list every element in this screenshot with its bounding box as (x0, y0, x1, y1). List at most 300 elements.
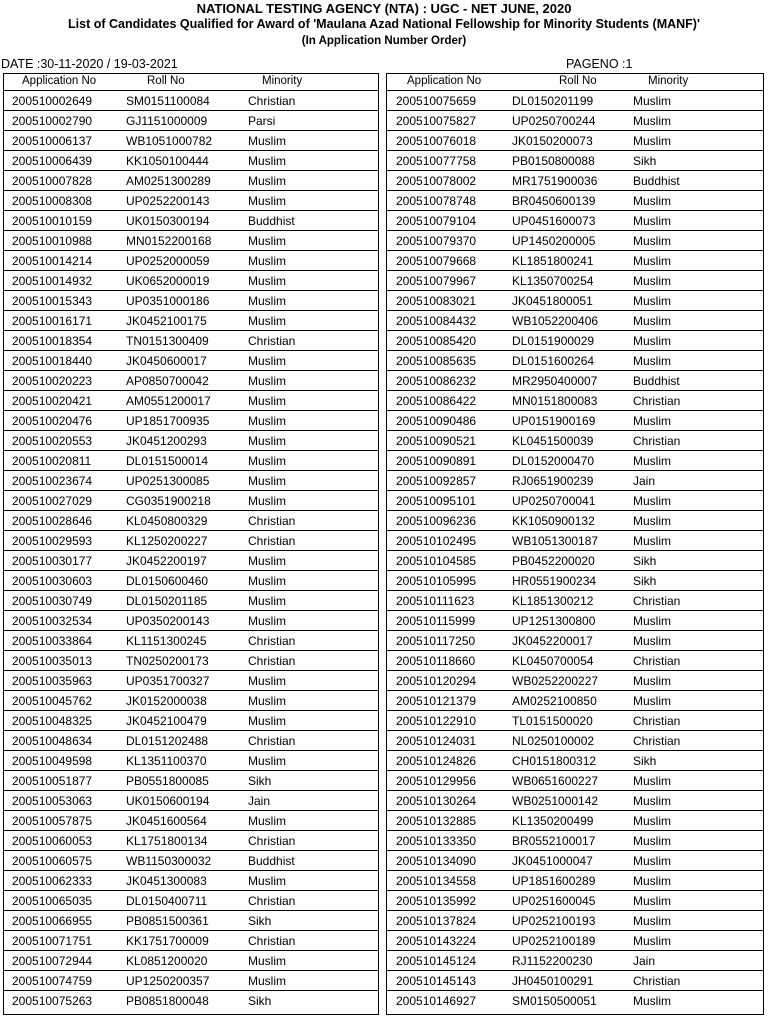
roll-no-cell: DL0150201185 (126, 594, 208, 608)
application-no-cell: 200510051877 (12, 774, 93, 788)
minority-cell: Muslim (633, 314, 671, 328)
application-no-cell: 200510030603 (12, 574, 93, 588)
roll-no-cell: JK0150200073 (512, 134, 593, 148)
minority-cell: Christian (248, 934, 296, 948)
roll-no-cell: JK0452200197 (126, 554, 207, 568)
application-no-cell: 200510137824 (396, 914, 477, 928)
roll-no-cell: UP0252100189 (512, 934, 596, 948)
application-no-cell: 200510035963 (12, 674, 93, 688)
application-no-cell: 200510076018 (396, 134, 477, 148)
table-row (4, 271, 378, 291)
roll-no-cell: UP0251600045 (512, 894, 596, 908)
minority-cell: Sikh (633, 554, 657, 568)
table-row (4, 951, 378, 971)
minority-cell: Muslim (633, 114, 671, 128)
application-no-cell: 200510090486 (396, 414, 477, 428)
roll-no-cell: KL0450700054 (512, 654, 594, 668)
application-no-cell: 200510033864 (12, 634, 93, 648)
minority-cell: Buddhist (248, 854, 295, 868)
application-no-cell: 200510079668 (396, 254, 477, 268)
roll-no-cell: WB1052200406 (512, 314, 599, 328)
roll-no-cell: WB0651600227 (512, 774, 599, 788)
table-row (387, 991, 763, 1011)
minority-cell: Christian (248, 654, 296, 668)
minority-cell: Christian (248, 834, 296, 848)
table-row (387, 811, 763, 831)
table-row (4, 251, 378, 271)
table-row (387, 431, 763, 451)
application-no-cell: 200510124031 (396, 734, 477, 748)
application-no-cell: 200510083021 (396, 294, 477, 308)
table-row (4, 91, 378, 111)
minority-cell: Muslim (248, 974, 286, 988)
minority-cell: Muslim (633, 234, 671, 248)
application-no-cell: 200510134558 (396, 874, 477, 888)
table-row (387, 611, 763, 631)
roll-no-cell: UP0451600073 (512, 214, 596, 228)
minority-cell: Muslim (633, 694, 671, 708)
application-no-cell: 200510074759 (12, 974, 93, 988)
minority-cell: Muslim (248, 274, 286, 288)
roll-no-cell: KL1350200499 (512, 814, 594, 828)
col-minority: Minority (262, 75, 303, 87)
roll-no-cell: TN0151300409 (126, 334, 209, 348)
roll-no-cell: KL1351100370 (126, 754, 207, 768)
table-row (4, 451, 378, 471)
minority-cell: Muslim (633, 774, 671, 788)
roll-no-cell: KL0450800329 (126, 514, 208, 528)
table-row (4, 691, 378, 711)
application-no-cell: 200510085635 (396, 354, 477, 368)
application-no-cell: 200510027029 (12, 494, 93, 508)
minority-cell: Parsi (248, 114, 276, 128)
roll-no-cell: JK0451300083 (126, 874, 207, 888)
minority-cell: Muslim (248, 714, 286, 728)
application-no-cell: 200510102495 (396, 534, 477, 548)
table-row (387, 691, 763, 711)
table-row (4, 791, 378, 811)
table-row (387, 871, 763, 891)
minority-cell: Muslim (248, 394, 286, 408)
roll-no-cell: UP1450200005 (512, 234, 596, 248)
table-row (387, 331, 763, 351)
table-row (387, 491, 763, 511)
roll-no-cell: WB1150300032 (126, 854, 212, 868)
application-no-cell: 200510124826 (396, 754, 477, 768)
page-title: NATIONAL TESTING AGENCY (NTA) : UGC - NET JUNE, 2020 (196, 1, 572, 16)
table-row (4, 531, 378, 551)
minority-cell: Christian (633, 974, 681, 988)
table-row (4, 491, 378, 511)
roll-no-cell: UP1251300800 (512, 614, 596, 628)
minority-cell: Muslim (248, 554, 286, 568)
table-row (387, 751, 763, 771)
col-application-no: Application No (22, 75, 97, 87)
minority-cell: Sikh (633, 574, 657, 588)
minority-cell: Muslim (248, 454, 286, 468)
minority-cell: Christian (248, 334, 296, 348)
minority-cell: Muslim (633, 994, 671, 1008)
minority-cell: Muslim (633, 614, 671, 628)
application-no-cell: 200510035013 (12, 654, 93, 668)
application-no-cell: 200510143224 (396, 934, 477, 948)
roll-no-cell: CG0351900218 (126, 494, 211, 508)
application-no-cell: 200510118660 (396, 654, 476, 668)
minority-cell: Christian (248, 634, 296, 648)
minority-cell: Buddhist (248, 214, 295, 228)
minority-cell: Christian (633, 714, 681, 728)
table-header (387, 74, 763, 91)
roll-no-cell: UP0351700327 (126, 674, 210, 688)
application-no-cell: 200510062333 (12, 874, 93, 888)
application-no-cell: 200510104585 (396, 554, 477, 568)
roll-no-cell: DL0150600460 (126, 574, 209, 588)
roll-no-cell: TN0250200173 (126, 654, 209, 668)
application-no-cell: 200510006137 (12, 134, 93, 148)
roll-no-cell: SM0151100084 (126, 94, 210, 108)
application-no-cell: 200510007828 (12, 174, 93, 188)
application-no-cell: 200510133350 (396, 834, 477, 848)
table-row (4, 971, 378, 991)
table-row (387, 951, 763, 971)
roll-no-cell: KK1050100444 (126, 154, 209, 168)
col-roll-no: Roll No (147, 75, 185, 87)
table-row (387, 891, 763, 911)
application-no-cell: 200510075827 (396, 114, 477, 128)
table-row (387, 931, 763, 951)
minority-cell: Jain (633, 474, 656, 488)
roll-no-cell: KL0451500039 (512, 434, 594, 448)
application-no-cell: 200510029593 (12, 534, 93, 548)
application-no-cell: 200510079370 (396, 234, 477, 248)
minority-cell: Christian (248, 94, 296, 108)
minority-cell: Muslim (248, 234, 286, 248)
application-no-cell: 200510020811 (12, 454, 92, 468)
roll-no-cell: DL0152000470 (512, 454, 595, 468)
roll-no-cell: KL1250200227 (126, 534, 208, 548)
minority-cell: Christian (248, 734, 296, 748)
table-row (387, 571, 763, 591)
application-no-cell: 200510020476 (12, 414, 93, 428)
application-no-cell: 200510002790 (12, 114, 93, 128)
roll-no-cell: BR0450600139 (512, 194, 596, 208)
minority-cell: Muslim (248, 354, 286, 368)
minority-cell: Muslim (248, 594, 286, 608)
roll-no-cell: JH0450100291 (512, 974, 594, 988)
candidates-table-right (386, 73, 764, 1015)
minority-cell: Sikh (248, 774, 272, 788)
roll-no-cell: DL0150400711 (126, 894, 208, 908)
minority-cell: Muslim (633, 274, 671, 288)
table-row (387, 771, 763, 791)
table-row (4, 931, 378, 951)
roll-no-cell: JK0452200017 (512, 634, 593, 648)
roll-no-cell: UP1250200357 (126, 974, 210, 988)
table-row (387, 291, 763, 311)
application-no-cell: 200510121379 (396, 694, 477, 708)
table-row (4, 991, 378, 1011)
table-row (387, 471, 763, 491)
table-row (387, 351, 763, 371)
minority-cell: Muslim (633, 414, 671, 428)
roll-no-cell: PB0150800088 (512, 154, 595, 168)
minority-cell: Muslim (633, 354, 671, 368)
minority-cell: Christian (633, 654, 681, 668)
application-no-cell: 200510053063 (12, 794, 93, 808)
application-no-cell: 200510135992 (396, 894, 477, 908)
application-no-cell: 200510030749 (12, 594, 93, 608)
candidates-table-left (3, 73, 379, 1015)
roll-no-cell: DL0151600264 (512, 354, 595, 368)
application-no-cell: 200510060575 (12, 854, 93, 868)
application-no-cell: 200510016171 (12, 314, 93, 328)
minority-cell: Muslim (633, 454, 671, 468)
table-row (4, 751, 378, 771)
application-no-cell: 200510130264 (396, 794, 477, 808)
table-row (4, 311, 378, 331)
application-no-cell: 200510002649 (12, 94, 93, 108)
roll-no-cell: MR2950400007 (512, 374, 598, 388)
application-no-cell: 200510072944 (12, 954, 93, 968)
application-no-cell: 200510018354 (12, 334, 93, 348)
application-no-cell: 200510010159 (12, 214, 93, 228)
roll-no-cell: KL1151300245 (126, 634, 207, 648)
table-row (4, 191, 378, 211)
application-no-cell: 200510132885 (396, 814, 477, 828)
application-no-cell: 200510078748 (396, 194, 477, 208)
table-row (387, 851, 763, 871)
table-row (387, 91, 763, 111)
minority-cell: Muslim (248, 174, 286, 188)
roll-no-cell: AP0850700042 (126, 374, 209, 388)
minority-cell: Muslim (633, 254, 671, 268)
roll-no-cell: KL1350700254 (512, 274, 594, 288)
table-row (387, 631, 763, 651)
application-no-cell: 200510111623 (396, 594, 475, 608)
minority-cell: Muslim (633, 914, 671, 928)
roll-no-cell: MN0152200168 (126, 234, 212, 248)
minority-cell: Muslim (633, 834, 671, 848)
table-row (387, 311, 763, 331)
table-row (4, 331, 378, 351)
minority-cell: Muslim (633, 294, 671, 308)
application-no-cell: 200510145143 (396, 974, 477, 988)
minority-cell: Christian (633, 434, 681, 448)
table-row (387, 411, 763, 431)
roll-no-cell: GJ1151000009 (126, 114, 208, 128)
table-row (387, 651, 763, 671)
application-no-cell: 200510045762 (12, 694, 93, 708)
roll-no-cell: DL0151202488 (126, 734, 209, 748)
minority-cell: Muslim (248, 474, 286, 488)
table-row (387, 831, 763, 851)
roll-no-cell: UP0250700041 (512, 494, 596, 508)
minority-cell: Muslim (248, 154, 286, 168)
application-no-cell: 200510030177 (12, 554, 93, 568)
table-row (4, 151, 378, 171)
minority-cell: Muslim (248, 574, 286, 588)
table-row (4, 511, 378, 531)
roll-no-cell: UP0252100193 (512, 914, 596, 928)
application-no-cell: 200510049598 (12, 754, 93, 768)
application-no-cell: 200510060053 (12, 834, 93, 848)
minority-cell: Muslim (633, 514, 671, 528)
date-label: DATE :30-11-2020 / 19-03-2021 (1, 57, 178, 71)
roll-no-cell: AM0251300289 (126, 174, 211, 188)
application-no-cell: 200510006439 (12, 154, 93, 168)
roll-no-cell: KL1851300212 (512, 594, 594, 608)
roll-no-cell: UP1851700935 (126, 414, 210, 428)
col-minority: Minority (648, 75, 689, 87)
application-no-cell: 200510032534 (12, 614, 93, 628)
minority-cell: Muslim (633, 814, 671, 828)
application-no-cell: 200510090521 (396, 434, 477, 448)
minority-cell: Muslim (633, 494, 671, 508)
minority-cell: Buddhist (633, 374, 680, 388)
table-row (4, 551, 378, 571)
minority-cell: Muslim (248, 614, 286, 628)
table-row (387, 191, 763, 211)
application-no-cell: 200510014932 (12, 274, 93, 288)
application-no-cell: 200510018440 (12, 354, 93, 368)
minority-cell: Muslim (633, 794, 671, 808)
minority-cell: Muslim (633, 94, 671, 108)
application-no-cell: 200510023674 (12, 474, 93, 488)
minority-cell: Muslim (248, 374, 286, 388)
roll-no-cell: DL0151900029 (512, 334, 595, 348)
roll-no-cell: RJ1152200230 (512, 954, 593, 968)
table-row (4, 231, 378, 251)
roll-no-cell: AM0551200017 (126, 394, 211, 408)
table-row (387, 971, 763, 991)
minority-cell: Christian (248, 514, 296, 528)
table-row (387, 731, 763, 751)
minority-cell: Muslim (633, 674, 671, 688)
minority-cell: Christian (633, 594, 681, 608)
col-roll-no: Roll No (559, 75, 597, 87)
application-no-cell: 200510115999 (396, 614, 476, 628)
minority-cell: Muslim (633, 874, 671, 888)
table-row (4, 431, 378, 451)
application-no-cell: 200510057875 (12, 814, 93, 828)
roll-no-cell: HR0551900234 (512, 574, 597, 588)
minority-cell: Christian (248, 534, 296, 548)
table-row (4, 471, 378, 491)
application-no-cell: 200510048325 (12, 714, 93, 728)
minority-cell: Muslim (633, 634, 671, 648)
roll-no-cell: JK0450600017 (126, 354, 207, 368)
roll-no-cell: DL0151500014 (126, 454, 209, 468)
application-no-cell: 200510146927 (396, 994, 477, 1008)
roll-no-cell: PB0452200020 (512, 554, 595, 568)
minority-cell: Sikh (248, 994, 272, 1008)
table-row (387, 911, 763, 931)
application-no-cell: 200510122910 (396, 714, 477, 728)
application-no-cell: 200510084432 (396, 314, 477, 328)
table-row (4, 831, 378, 851)
table-row (387, 511, 763, 531)
minority-cell: Muslim (633, 854, 671, 868)
roll-no-cell: UP0151900169 (512, 414, 596, 428)
application-no-cell: 200510095101 (396, 494, 477, 508)
roll-no-cell: KK1751700009 (126, 934, 209, 948)
application-no-cell: 200510015343 (12, 294, 93, 308)
application-no-cell: 200510134090 (396, 854, 477, 868)
roll-no-cell: WB1051000782 (126, 134, 213, 148)
minority-cell: Muslim (633, 214, 671, 228)
minority-cell: Buddhist (633, 174, 680, 188)
roll-no-cell: RJ0651900239 (512, 474, 594, 488)
application-no-cell: 200510065035 (12, 894, 93, 908)
roll-no-cell: UK0150600194 (126, 794, 210, 808)
roll-no-cell: PB0851800048 (126, 994, 209, 1008)
roll-no-cell: JK0451800051 (512, 294, 593, 308)
roll-no-cell: WB0251000142 (512, 794, 599, 808)
table-row (387, 791, 763, 811)
table-row (4, 171, 378, 191)
minority-cell: Jain (248, 794, 271, 808)
roll-no-cell: JK0451600564 (126, 814, 207, 828)
table-row (4, 611, 378, 631)
roll-no-cell: UP0250700244 (512, 114, 596, 128)
table-row (387, 391, 763, 411)
roll-no-cell: NL0250100002 (512, 734, 595, 748)
minority-cell: Muslim (248, 954, 286, 968)
table-row (4, 771, 378, 791)
roll-no-cell: UP0351000186 (126, 294, 210, 308)
table-row (387, 171, 763, 191)
page-number: PAGENO :1 (566, 57, 633, 71)
table-row (4, 291, 378, 311)
application-no-cell: 200510079104 (396, 214, 477, 228)
roll-no-cell: PB0851500361 (126, 914, 209, 928)
application-no-cell: 200510086232 (396, 374, 477, 388)
application-no-cell: 200510105995 (396, 574, 477, 588)
table-row (4, 351, 378, 371)
application-no-cell: 200510014214 (12, 254, 93, 268)
table-row (4, 391, 378, 411)
application-no-cell: 200510066955 (12, 914, 93, 928)
table-row (4, 371, 378, 391)
table-row (4, 811, 378, 831)
table-row (387, 111, 763, 131)
minority-cell: Jain (633, 954, 656, 968)
table-row (4, 911, 378, 931)
roll-no-cell: KK1050900132 (512, 514, 595, 528)
table-row (4, 631, 378, 651)
roll-no-cell: WB0252200227 (512, 674, 599, 688)
application-no-cell: 200510075263 (12, 994, 93, 1008)
application-no-cell: 200510120294 (396, 674, 477, 688)
table-row (387, 211, 763, 231)
col-application-no: Application No (407, 75, 482, 87)
roll-no-cell: UP1851600289 (512, 874, 596, 888)
table-row (387, 591, 763, 611)
table-row (4, 211, 378, 231)
table-row (387, 451, 763, 471)
table-row (4, 411, 378, 431)
table-row (4, 871, 378, 891)
application-no-cell: 200510145124 (396, 954, 477, 968)
application-no-cell: 200510129956 (396, 774, 477, 788)
application-no-cell: 200510078002 (396, 174, 477, 188)
application-no-cell: 200510010988 (12, 234, 93, 248)
application-no-cell: 200510077758 (396, 154, 477, 168)
minority-cell: Sikh (633, 754, 657, 768)
minority-cell: Muslim (633, 894, 671, 908)
roll-no-cell: BR0552100017 (512, 834, 596, 848)
minority-cell: Christian (633, 394, 681, 408)
